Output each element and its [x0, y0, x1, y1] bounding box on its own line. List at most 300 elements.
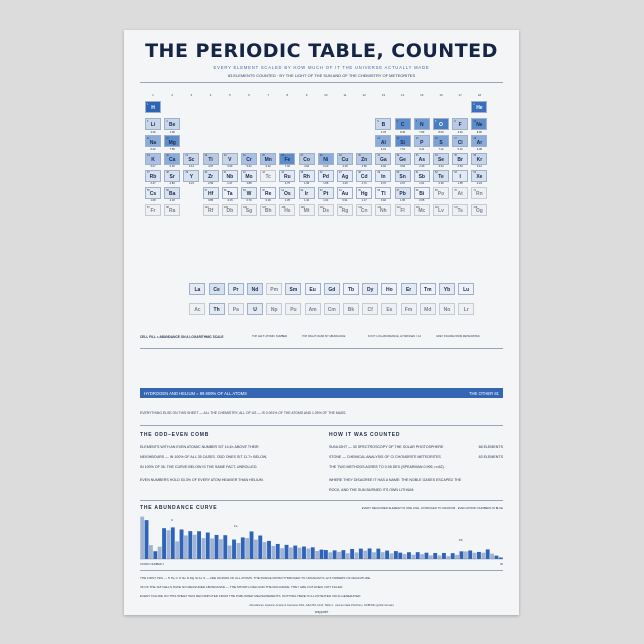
curve-bar [359, 549, 363, 559]
element-cell-at [452, 187, 468, 199]
abundance-value: 0.76 [380, 182, 386, 186]
curve-bar [215, 535, 219, 559]
element-symbol: Tm [424, 287, 432, 294]
atomic-number: 41 [223, 171, 227, 175]
atomic-number: 112 [358, 205, 362, 209]
group-number: 2 [171, 93, 174, 97]
curve-bar [324, 550, 328, 559]
abundance-value: 6.38 [476, 147, 482, 151]
abundance-value: 3.02 [380, 164, 386, 168]
curve-bar [258, 536, 262, 559]
element-symbol: Bh [264, 208, 272, 215]
element-cell-tl [375, 187, 391, 199]
element-symbol: Cr [246, 156, 252, 163]
element-symbol: Cf [367, 307, 373, 314]
element-cell-nd [247, 283, 263, 295]
curve-bar [429, 555, 433, 559]
atomic-number: 8 [435, 119, 437, 123]
atomic-number: 25 [262, 154, 265, 158]
element-cell-pd [318, 170, 334, 182]
atomic-number: 16 [435, 136, 438, 140]
element-symbol: Na [149, 139, 157, 146]
element-cell-in [375, 170, 391, 182]
atomic-number: 39 [185, 171, 189, 175]
atomic-number: 104 [204, 205, 209, 209]
element-cell-ni [318, 153, 334, 165]
atomic-number: 3 [147, 119, 149, 123]
element-cell-pa [228, 303, 244, 315]
element-cell-re [260, 187, 276, 199]
element-symbol: He [476, 105, 483, 112]
abundance-value: 2.24 [476, 182, 482, 186]
banner-note: EVERYTHING ELSE ON THIS SHEET — ALL THE CHEMISTRY, ALL OF US — IS 0.091% OF THE ATOMS AND 1.39% OF THE MASS. [140, 411, 347, 415]
abundance-value: 2.47 [150, 182, 156, 186]
element-symbol: As [418, 156, 425, 163]
atomic-number: 38 [166, 171, 169, 175]
element-symbol: H [151, 105, 155, 112]
element-symbol: Y [189, 173, 194, 180]
element-symbol: Co [303, 156, 310, 163]
element-symbol: N [419, 122, 424, 129]
abundance-value: 2.30 [419, 164, 425, 168]
element-symbol: Zn [361, 156, 368, 163]
element-symbol: Ce [213, 287, 220, 294]
atomic-number: 107 [262, 205, 267, 209]
element-symbol: Cl [457, 139, 463, 146]
abundance-value: 1.55 [457, 182, 463, 186]
group-number: 12 [362, 93, 366, 97]
legend-key-2: TOP RIGHT: RANK BY ABUNDANCE [302, 335, 346, 338]
curve-bar [145, 520, 149, 559]
element-cell-ne [471, 118, 487, 130]
element-symbol: Ac [194, 307, 201, 314]
element-symbol: Db [226, 208, 234, 215]
group-number: 1 [152, 93, 154, 97]
element-symbol: Zr [208, 173, 214, 180]
element-cell-as [414, 153, 430, 165]
element-symbol: La [194, 287, 201, 294]
element-symbol: Cd [360, 173, 368, 180]
element-symbol: Rh [303, 173, 310, 180]
oddeven-line-3: IN 100% OF 36. THE CURVE BELOW IS THE SAME FACT, UNROLLED. [140, 465, 258, 469]
abundance-value: 4.56 [361, 164, 367, 168]
curve-bar [206, 533, 210, 559]
element-symbol: Eu [309, 287, 316, 294]
curve-x-start: ATOMIC NUMBER 1 [140, 563, 164, 566]
element-symbol: Bk [347, 307, 355, 314]
atomic-number: 58 [223, 188, 227, 192]
element-symbol: Fm [404, 307, 413, 314]
element-symbol: Ni [323, 156, 329, 163]
atomic-number: 26 [281, 154, 285, 158]
element-symbol: Xe [476, 173, 483, 180]
element-symbol: Mo [245, 173, 253, 180]
element-cell-la [189, 283, 205, 295]
howcounted-row-1-value: 68 ELEMENTS [478, 445, 503, 449]
abundance-value: 8.06 [476, 130, 482, 134]
element-symbol: Ne [476, 122, 483, 129]
element-cell-rh [299, 170, 315, 182]
abundance-value: 1.06 [304, 182, 310, 186]
atomic-number: 4 [166, 119, 168, 123]
element-cell-sm [285, 283, 301, 295]
element-symbol: Ti [208, 156, 213, 163]
element-cell-al [375, 135, 391, 147]
element-symbol: Br [457, 156, 463, 163]
element-symbol: Ag [341, 173, 349, 180]
element-symbol: Ar [476, 139, 483, 146]
abundance-value: 1.01 [419, 182, 425, 186]
element-symbol: I [459, 173, 461, 180]
atomic-number: 33 [415, 154, 419, 158]
element-cell-i [452, 170, 468, 182]
atomic-number: 45 [300, 171, 304, 175]
group-number: 16 [439, 93, 443, 97]
curve-bar [499, 558, 503, 560]
atomic-number: 65 [358, 188, 361, 192]
abundance-value: 1.47 [227, 182, 233, 186]
element-cell-ca [164, 153, 180, 165]
abundance-value: 5.42 [265, 164, 271, 168]
atomic-number: 37 [147, 171, 150, 175]
abundance-value: 3.14 [188, 164, 194, 168]
abundance-value: 0.91 [342, 199, 348, 203]
top-divider [140, 82, 503, 83]
atomic-number: 54 [473, 171, 477, 175]
curve-bar [201, 538, 205, 559]
abundance-value: 1.17 [361, 199, 367, 203]
curve-bar [250, 531, 254, 559]
element-cell-pr [228, 283, 244, 295]
atomic-number: 64 [339, 188, 342, 192]
abundance-value: 1.75 [284, 182, 290, 186]
oddeven-line-4: EVEN NUMBERS HOLD 53.3% OF EVERY ATOM HEAVIER THAN HELIUM. [140, 478, 264, 482]
abundance-value: 0.65 [419, 199, 425, 203]
element-symbol: Po [437, 191, 445, 198]
element-cell-li [145, 118, 161, 130]
element-symbol: Md [424, 307, 432, 314]
curve-bar [438, 555, 442, 559]
howcounted-row-2-value: 63 ELEMENTS [478, 455, 503, 459]
element-symbol: Te [438, 173, 444, 180]
element-symbol: Sc [188, 156, 195, 163]
atomic-number: 49 [377, 171, 381, 175]
atomic-number: 110 [319, 205, 324, 209]
atomic-number: 42 [243, 171, 246, 175]
atomic-number: 67 [396, 188, 400, 192]
curve-bar [285, 545, 289, 559]
element-symbol: Li [150, 122, 156, 129]
abundance-value: 2.21 [188, 182, 194, 186]
group-number: 14 [400, 93, 405, 97]
element-symbol: Mt [303, 208, 310, 215]
group-number: 3 [190, 93, 193, 97]
element-cell-rb [145, 170, 161, 182]
atomic-number: 108 [281, 205, 286, 209]
element-cell-nb [222, 170, 238, 182]
atomic-number: 115 [415, 205, 420, 209]
source-credit: Abundances: Asplund, Amarsi & Grevesse 2021, A&A 653, A141, Table 2 · element data PubChem, NCBI/NIH (public domain) [249, 604, 394, 607]
abundance-value: 3.34 [438, 164, 444, 168]
element-cell-th [209, 303, 225, 315]
atomic-number: 117 [454, 205, 458, 209]
howcounted-row-4: WHERE THEY DISAGREE IT HAS A NAME: THE NOBLE GASES ESCAPED THE [329, 478, 462, 482]
group-number: 8 [286, 93, 289, 97]
element-cell-he [471, 101, 487, 113]
element-symbol: Hg [360, 191, 368, 198]
curve-bar [486, 549, 490, 559]
element-cell-hs [279, 204, 295, 216]
abundance-value: 7.46 [284, 164, 290, 168]
element-cell-h [145, 101, 161, 113]
element-cell-ba [164, 187, 180, 199]
poster [124, 30, 519, 615]
element-cell-w [241, 187, 257, 199]
element-cell-ar [471, 135, 487, 147]
element-cell-fl [395, 204, 411, 216]
curve-x-end: 92 [500, 563, 503, 566]
legend-key-3: FOOT: LOG ABUNDANCE, HYDROGEN = 12 [368, 335, 421, 338]
abundance-value: 0.92 [380, 199, 386, 203]
element-cell-db [222, 204, 238, 216]
legend-scale-label: CELL FILL = ABUNDANCE ON A LOGARITHMIC SCALE [140, 335, 224, 339]
abundance-value: 3.26 [150, 130, 156, 134]
group-number: 5 [228, 93, 231, 97]
curve-bar [180, 529, 184, 559]
oddeven-line-2: NEIGHBOURS — IN 100% OF ALL 35 CASES. ODD ONES SIT 11.7× BELOW, [140, 455, 268, 459]
atomic-number: 7 [415, 119, 418, 123]
atomic-number: 21 [185, 154, 189, 158]
group-number: 18 [477, 93, 482, 97]
curve-bar [490, 554, 494, 559]
abundance-value: 2.78 [380, 130, 386, 134]
element-cell-br [452, 153, 468, 165]
group-number: 11 [343, 93, 347, 97]
element-cell-s [433, 135, 449, 147]
atomic-number: 48 [358, 171, 361, 175]
curve-bar [403, 554, 407, 559]
element-symbol: Pd [322, 173, 329, 180]
element-symbol: Ba [168, 191, 176, 198]
atomic-number: 31 [377, 154, 381, 158]
element-cell-cs [145, 187, 161, 199]
curve-bar [477, 552, 481, 559]
element-symbol: Se [437, 156, 445, 163]
howcounted-row-3: THE TWO METHODS AGREE TO 0.05 DEX (SPEARMAN 0.995, n=62). [329, 465, 445, 469]
element-symbol: Ta [227, 191, 233, 198]
atomic-number: 40 [204, 171, 208, 175]
curve-bar [363, 551, 367, 559]
curve-bar [166, 530, 170, 559]
curve-bar [355, 552, 359, 559]
curve-bar [245, 538, 249, 559]
curve-bar [394, 551, 398, 559]
element-symbol: Kr [476, 156, 483, 163]
curve-bar [276, 544, 280, 559]
element-symbol: Lv [438, 208, 444, 215]
curve-heading: THE ABUNDANCE CURVE [140, 505, 218, 511]
element-cell-hf [203, 187, 219, 199]
abundance-value: 8.46 [400, 130, 406, 134]
atomic-number: 63 [319, 188, 323, 192]
element-cell-es [381, 303, 397, 315]
element-symbol: B [381, 122, 386, 129]
atomic-number: 13 [377, 136, 381, 140]
element-symbol: Ru [284, 173, 291, 180]
curve-bar [302, 547, 306, 559]
element-cell-sn [395, 170, 411, 182]
atomic-number: 51 [415, 171, 419, 175]
element-symbol: Tc [265, 173, 271, 180]
curve-bar [411, 555, 415, 559]
element-cell-co [299, 153, 315, 165]
element-cell-cl [452, 135, 468, 147]
abundance-value: 6.30 [169, 164, 175, 168]
atomic-number: 9 [454, 119, 456, 123]
curve-label-c: C [171, 518, 174, 522]
element-symbol: Ca [168, 156, 176, 163]
howcounted-row-2: STONE — CHEMICAL ANALYSIS OF CI CHONDRITE METEORITES [329, 455, 441, 459]
element-symbol: Rb [149, 173, 157, 180]
curve-bar [184, 535, 188, 559]
element-symbol: Gd [328, 287, 336, 294]
element-cell-er [401, 283, 417, 295]
element-cell-lr [458, 303, 474, 315]
element-cell-lu [458, 283, 474, 295]
element-symbol: Ho [386, 287, 393, 294]
element-cell-pu [285, 303, 301, 315]
atomic-number: 116 [435, 205, 439, 209]
abundance-value: 8.69 [438, 130, 444, 134]
element-symbol: Er [405, 287, 412, 294]
element-symbol: Ga [380, 156, 387, 163]
element-cell-ra [164, 204, 180, 216]
element-cell-o [433, 118, 449, 130]
element-cell-og [471, 204, 487, 216]
element-cell-bh [260, 204, 276, 216]
element-symbol: Rg [341, 208, 349, 215]
abundance-value: 1.65 [323, 182, 329, 186]
group-number: 17 [458, 93, 462, 97]
curve-bar [481, 553, 485, 559]
element-cell-tc [260, 170, 276, 182]
note-1: THE FIRST TEN — H He C O Ne N Mg Si Fe S — ARE 99.999% OF ALL ATOMS. THE RANGE FROM HYDROGEN TO URANIUM IS 12.5 ORDERS OF MAGNITUDE. [140, 576, 371, 580]
element-cell-ti [203, 153, 219, 165]
abundance-value: 3.62 [400, 164, 406, 168]
abundance-value: 2.59 [208, 182, 214, 186]
element-cell-cf [362, 303, 378, 315]
atomic-number: 15 [415, 136, 419, 140]
curve-bar [468, 550, 472, 559]
curve-bar [455, 555, 459, 559]
element-cell-te [433, 170, 449, 182]
element-cell-ag [337, 170, 353, 182]
element-cell-xe [471, 170, 487, 182]
element-cell-pt [318, 187, 334, 199]
element-symbol: Sn [399, 173, 406, 180]
atomic-number: 87 [147, 205, 150, 209]
group-number: 10 [324, 93, 328, 97]
element-cell-lv [433, 204, 449, 216]
curve-bar [293, 546, 297, 559]
abundance-value: 0.26 [265, 199, 271, 203]
curve-bar [442, 553, 446, 559]
atomic-number: 59 [243, 188, 246, 192]
element-cell-cm [324, 303, 340, 315]
atomic-number: 61 [281, 188, 285, 192]
element-cell-ru [279, 170, 295, 182]
element-symbol: Ge [399, 156, 406, 163]
notes-divider [140, 570, 503, 571]
curve-bar [158, 547, 162, 559]
curve-bar [267, 541, 271, 559]
element-symbol: Pb [399, 191, 406, 198]
element-cell-ac [189, 303, 205, 315]
abundance-value: 0.85 [208, 199, 214, 203]
element-cell-sc [183, 153, 199, 165]
atomic-number: 88 [166, 205, 169, 209]
curve-bar [228, 546, 232, 559]
element-symbol: Pa [232, 307, 239, 314]
curve-bar [315, 551, 319, 559]
element-cell-f [452, 118, 468, 130]
atomic-number: 35 [454, 154, 457, 158]
element-symbol: Cm [327, 307, 336, 314]
element-cell-n [414, 118, 430, 130]
element-cell-b [375, 118, 391, 130]
abundance-value: 5.07 [150, 164, 156, 168]
element-symbol: K [151, 156, 155, 163]
element-symbol: Rn [476, 191, 483, 198]
atomic-number: 57 [204, 188, 208, 192]
abundance-value: 5.62 [246, 164, 252, 168]
element-symbol: Si [400, 139, 405, 146]
curve-bar [460, 551, 464, 559]
element-symbol: Hs [284, 208, 291, 215]
element-symbol: Fr [150, 208, 156, 215]
curve-bar [140, 517, 144, 559]
atomic-number: 27 [300, 154, 304, 158]
curve-bar [188, 531, 192, 559]
element-cell-c [395, 118, 411, 130]
curve-label-fe: Fe [234, 524, 238, 528]
curve-bar [289, 547, 293, 559]
poster-tagline: 83 ELEMENTS COUNTED · BY THE LIGHT OF THE SUN AND OF THE CHEMISTRY OF METEORITES [227, 73, 416, 78]
element-cell-se [433, 153, 449, 165]
abundance-value: 1.88 [246, 182, 252, 186]
curve-bar [433, 553, 437, 559]
curve-bar [162, 528, 166, 559]
element-symbol: Nh [380, 208, 387, 215]
element-cell-zr [203, 170, 219, 182]
curve-bar [298, 548, 302, 559]
group-number: 15 [420, 93, 424, 97]
atomic-number: 19 [147, 154, 150, 158]
element-symbol: O [439, 122, 443, 129]
group-number: 6 [248, 93, 250, 97]
element-symbol: Tb [347, 287, 355, 294]
element-cell-tm [420, 283, 436, 295]
abundance-value: 3.12 [476, 164, 482, 168]
atomic-number: 10 [473, 119, 477, 123]
element-symbol: No [443, 307, 451, 314]
element-symbol: Am [308, 307, 317, 314]
element-symbol: Cs [149, 191, 157, 198]
atomic-number: 111 [339, 205, 343, 209]
atomic-number: 66 [377, 188, 381, 192]
atomic-number: 105 [223, 205, 228, 209]
element-cell-bk [343, 303, 359, 315]
